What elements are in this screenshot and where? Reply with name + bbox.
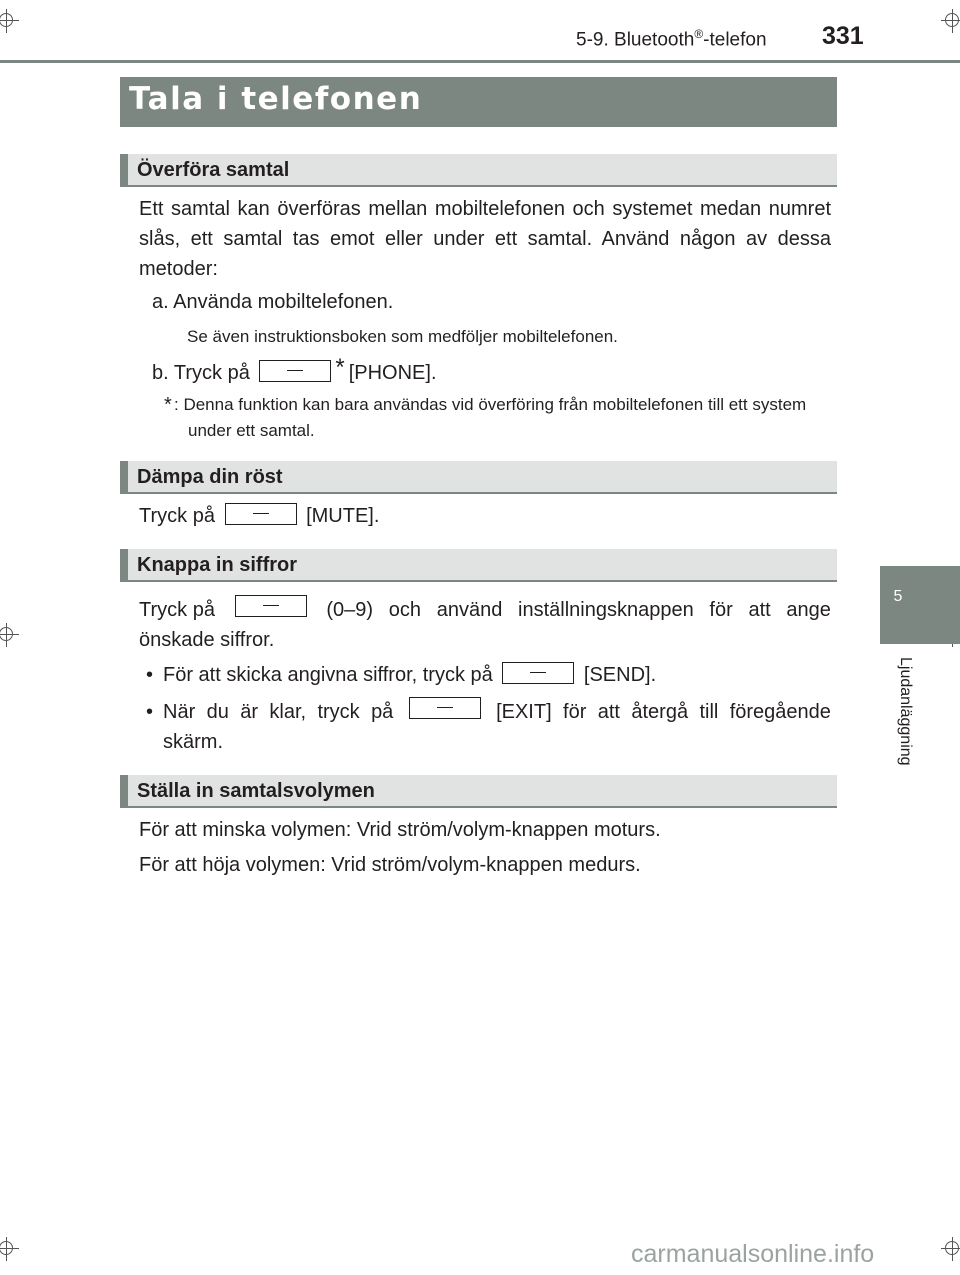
crop-mark-mid-left bbox=[0, 623, 19, 647]
title-bar bbox=[120, 77, 837, 127]
volume-line-2: För att höja volymen: Vrid ström/volym-knappen medurs. bbox=[139, 854, 641, 876]
section-heading-mute: Dämpa din röst bbox=[120, 461, 837, 494]
phone-button-icon bbox=[259, 360, 331, 382]
digits-text: Tryck på (0–9) och använd inställningsknappen för att ange önskade siffror. bbox=[139, 595, 831, 655]
crop-mark-bottom-left bbox=[0, 1237, 19, 1261]
section-heading-volume: Ställa in samtalsvolymen bbox=[120, 775, 837, 808]
digit-button-icon bbox=[235, 595, 307, 617]
footnote-text: : Denna funktion kan bara användas vid överföring från mobiltelefonen till ett system under ett samtal. bbox=[174, 395, 807, 440]
digits-bullet-send: För att skicka angivna siffror, tryck på [SEND]. bbox=[163, 664, 657, 686]
mute-button-icon bbox=[225, 503, 297, 525]
section-heading-digits: Knappa in siffror bbox=[120, 549, 837, 582]
transfer-item-a: a. Använda mobiltelefonen. bbox=[152, 291, 394, 313]
crop-mark-top-right bbox=[941, 9, 960, 33]
footnote-mark: * bbox=[164, 394, 172, 416]
section-heading-transfer: Överföra samtal bbox=[120, 154, 837, 187]
footnote-star: * bbox=[335, 354, 345, 381]
header-rule bbox=[0, 60, 960, 63]
chapter-label: Ljudanläggning bbox=[897, 657, 914, 766]
header-section-title: 5-9. Bluetooth®-telefon bbox=[576, 27, 767, 51]
bullet-marker: • bbox=[146, 664, 154, 686]
page-number: 331 bbox=[822, 22, 864, 50]
volume-line-1: För att minska volymen: Vrid ström/volym-knappen moturs. bbox=[139, 819, 661, 841]
chapter-tab bbox=[880, 566, 960, 644]
exit-button-icon bbox=[409, 697, 481, 719]
bullet-marker: • bbox=[146, 701, 154, 723]
transfer-body: Ett samtal kan överföras mellan mobiltelefonen och systemet medan numret slås, ett samtal tas emot eller under ett samtal. Använd någon av dessa metoder: bbox=[139, 198, 831, 280]
transfer-item-a-note: Se även instruktionsboken som medföljer mobiltelefonen. bbox=[187, 327, 618, 346]
digits-bullet-exit: När du är klar, tryck på [EXIT] för att återgå till föregående skärm. bbox=[163, 697, 831, 757]
page-title: Tala i telefonen bbox=[129, 81, 423, 117]
watermark: carmanualsonline.info bbox=[631, 1240, 875, 1268]
mute-text: Tryck på [MUTE]. bbox=[139, 505, 380, 527]
chapter-number: 5 bbox=[893, 588, 903, 605]
transfer-item-b: b. Tryck på * [PHONE]. bbox=[152, 354, 437, 384]
send-button-icon bbox=[502, 662, 574, 684]
crop-mark-bottom-right bbox=[941, 1237, 960, 1261]
crop-mark-top-left bbox=[0, 9, 19, 33]
